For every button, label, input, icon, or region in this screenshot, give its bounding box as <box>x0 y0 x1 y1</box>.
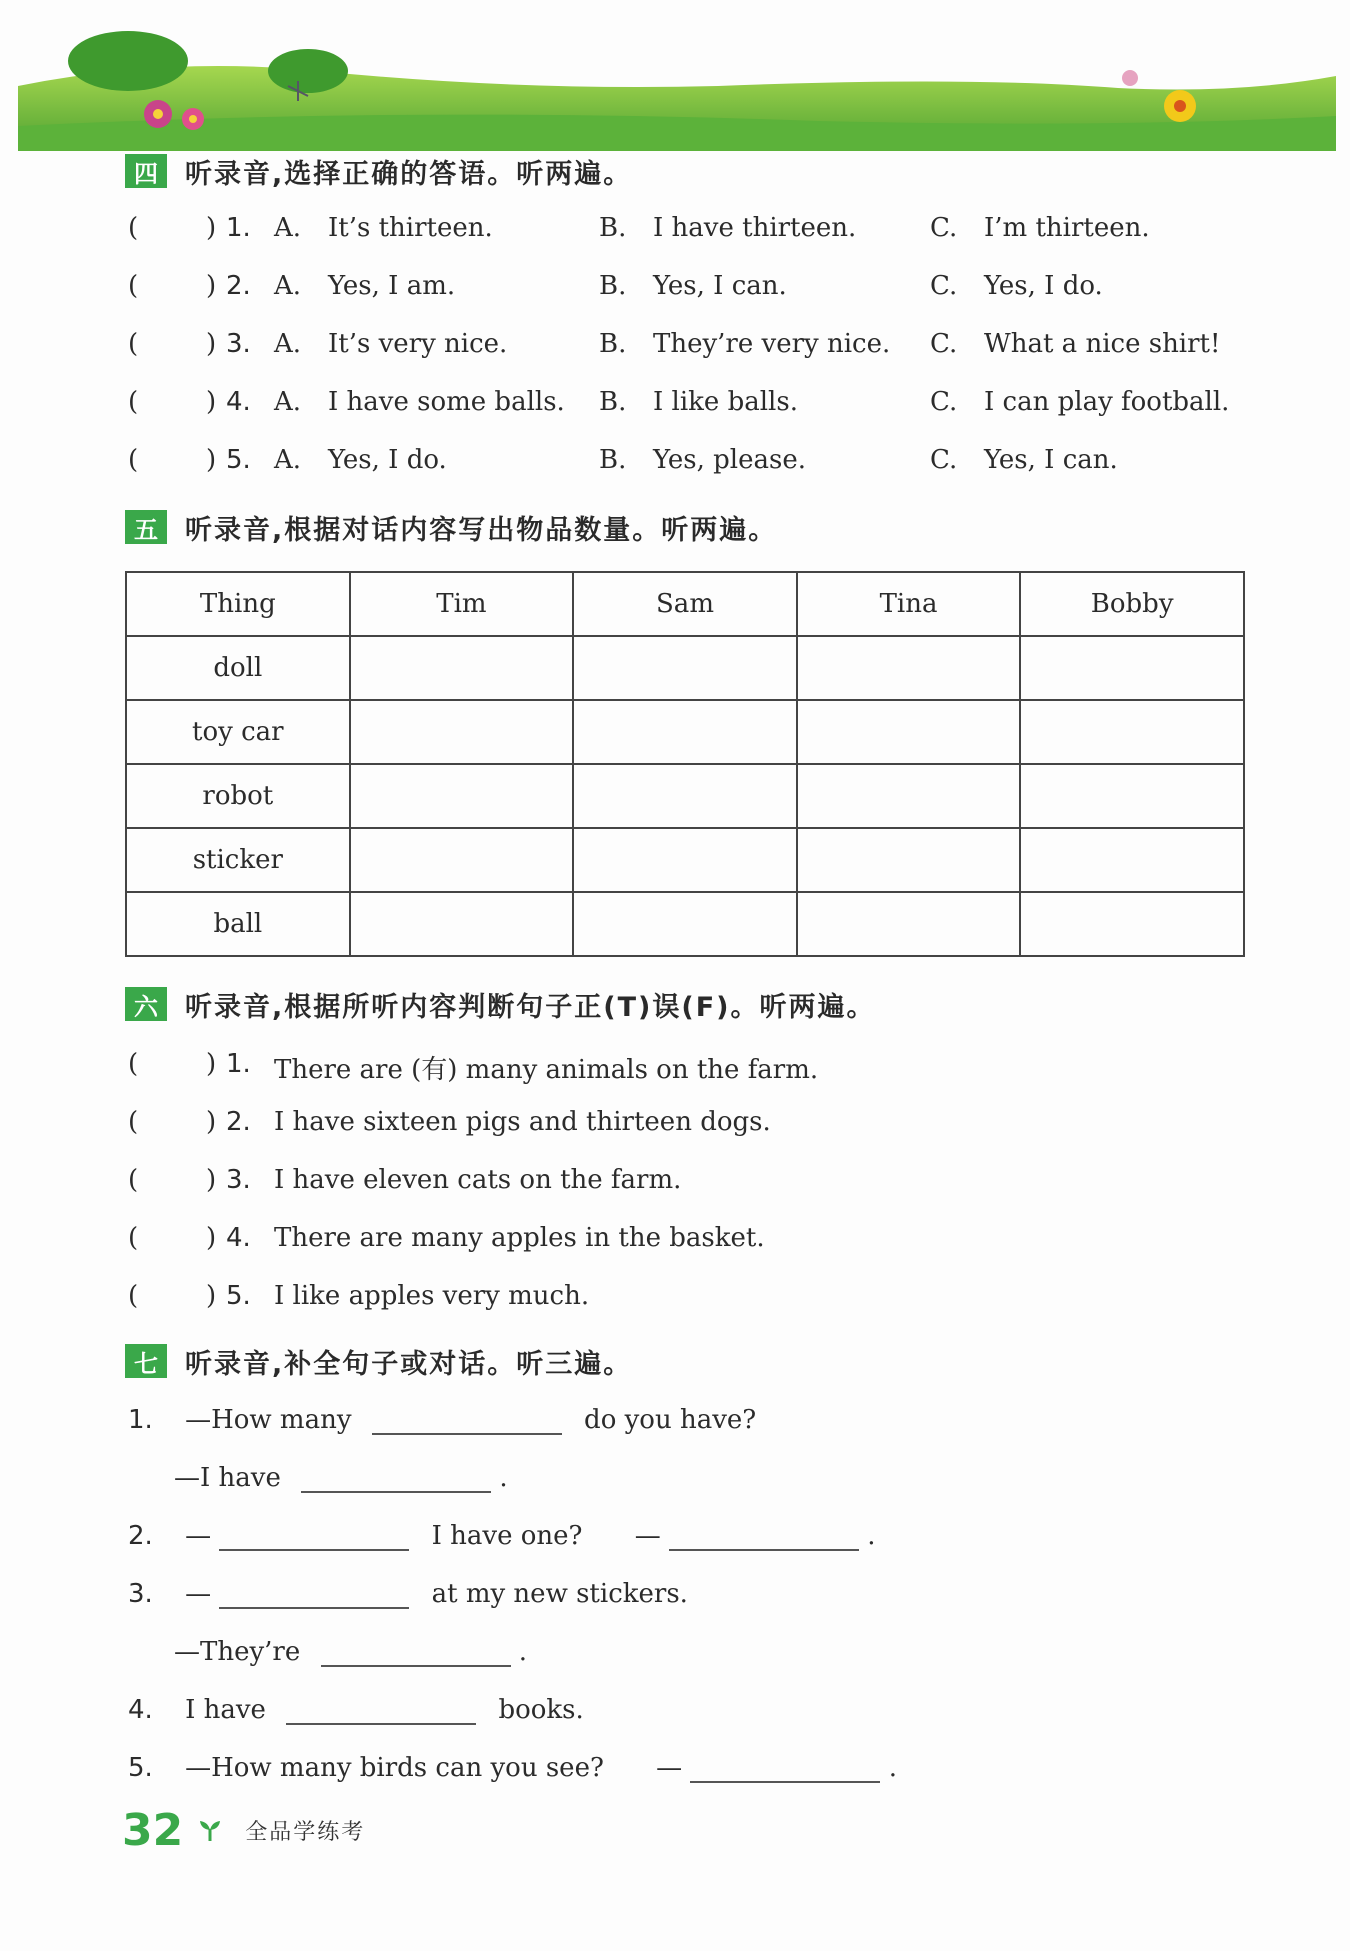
answer-cell[interactable] <box>797 828 1021 892</box>
option-a-letter: A. <box>274 387 302 417</box>
paren-left[interactable]: ( <box>128 213 139 243</box>
paren-right: ) <box>206 271 217 301</box>
thing-cell: ball <box>126 892 350 956</box>
question-number: 3. <box>226 329 251 359</box>
paren-left[interactable]: ( <box>128 1281 139 1311</box>
answer-cell[interactable] <box>797 636 1021 700</box>
question-number: 3. <box>226 1165 251 1195</box>
option-a-letter: A. <box>274 271 302 301</box>
section-badge: 五 <box>125 510 167 544</box>
table-header-row <box>126 572 1244 636</box>
option-c-letter: C. <box>930 387 958 417</box>
answer-blank[interactable] <box>321 1637 511 1667</box>
section-title: 听录音,选择正确的答语。听两遍。 <box>185 158 633 190</box>
table-header-cell: Thing <box>126 572 350 636</box>
option-c-text: I’m thirteen. <box>984 213 1150 243</box>
question-number: 1. <box>226 213 251 243</box>
option-b-text: I have thirteen. <box>653 213 857 243</box>
answer-blank[interactable] <box>219 1579 409 1609</box>
paren-left[interactable]: ( <box>128 1049 139 1079</box>
answer-cell[interactable] <box>1020 700 1244 764</box>
option-a-text: Yes, I am. <box>328 271 456 301</box>
question-number: 5. <box>226 1281 251 1311</box>
answer-cell[interactable] <box>573 636 797 700</box>
statement-text: There are (有) many animals on the farm. <box>274 1055 819 1085</box>
answer-cell[interactable] <box>797 764 1021 828</box>
paren-right: ) <box>206 329 217 359</box>
answer-cell[interactable] <box>797 892 1021 956</box>
table-row <box>126 636 1244 700</box>
section-4-heading <box>125 151 632 191</box>
page-footer <box>122 1800 365 1860</box>
question-text: — <box>185 1521 212 1551</box>
option-b-letter: B. <box>599 271 627 301</box>
question-number: 1. <box>128 1405 153 1435</box>
section-6-heading <box>125 984 875 1024</box>
option-c-letter: C. <box>930 445 958 475</box>
answer-cell[interactable] <box>350 892 574 956</box>
thing-cell: toy car <box>126 700 350 764</box>
option-c-letter: C. <box>930 213 958 243</box>
answer-blank[interactable] <box>219 1521 409 1551</box>
section-badge: 六 <box>125 987 167 1021</box>
option-a-text: It’s very nice. <box>328 329 508 359</box>
paren-right: ) <box>206 387 217 417</box>
answer-cell[interactable] <box>350 764 574 828</box>
answer-cell[interactable] <box>350 700 574 764</box>
paren-right: ) <box>206 213 217 243</box>
option-a-text: I have some balls. <box>328 387 565 417</box>
question-number: 4. <box>128 1695 153 1725</box>
table-header-cell: Tina <box>797 572 1021 636</box>
option-b-text: Yes, please. <box>653 445 807 475</box>
question-number: 3. <box>128 1579 153 1609</box>
paren-right: ) <box>206 1165 217 1195</box>
thing-cell: doll <box>126 636 350 700</box>
answer-cell[interactable] <box>1020 828 1244 892</box>
table-row <box>126 828 1244 892</box>
answer-blank[interactable] <box>301 1463 491 1493</box>
option-a-letter: A. <box>274 445 302 475</box>
fill-question-2 <box>128 1521 876 1561</box>
answer-cell[interactable] <box>350 828 574 892</box>
option-b-letter: B. <box>599 329 627 359</box>
paren-left[interactable]: ( <box>128 271 139 301</box>
answer-cell[interactable] <box>573 700 797 764</box>
question-text: —I have <box>174 1463 281 1493</box>
question-number: 4. <box>226 387 251 417</box>
paren-left[interactable]: ( <box>128 1223 139 1253</box>
answer-cell[interactable] <box>573 828 797 892</box>
question-number: 2. <box>128 1521 153 1551</box>
option-b-letter: B. <box>599 445 627 475</box>
option-b-text: They’re very nice. <box>653 329 891 359</box>
fill-question-4 <box>128 1695 584 1735</box>
fill-question-3-reply <box>174 1637 527 1677</box>
quantity-table <box>125 571 1245 957</box>
section-title: 听录音,补全句子或对话。听三遍。 <box>185 1348 633 1380</box>
paren-left[interactable]: ( <box>128 445 139 475</box>
option-c-text: Yes, I can. <box>984 445 1118 475</box>
question-text: . <box>867 1521 876 1551</box>
question-number: 5. <box>226 445 251 475</box>
paren-right: ) <box>206 1223 217 1253</box>
answer-cell[interactable] <box>1020 636 1244 700</box>
statement-text: There are many apples in the basket. <box>274 1223 765 1253</box>
thing-cell: sticker <box>126 828 350 892</box>
question-text: — <box>634 1521 661 1551</box>
option-b-letter: B. <box>599 213 627 243</box>
section-7-heading <box>125 1341 632 1381</box>
question-text: I have one? <box>431 1521 583 1551</box>
paren-right: ) <box>206 1281 217 1311</box>
statement-text: I have eleven cats on the farm. <box>274 1165 682 1195</box>
question-text: do you have? <box>584 1405 757 1435</box>
table-row <box>126 700 1244 764</box>
option-c-letter: C. <box>930 271 958 301</box>
question-number: 2. <box>226 1107 251 1137</box>
answer-cell[interactable] <box>350 636 574 700</box>
question-text: . <box>518 1637 528 1667</box>
section-5-heading <box>125 507 777 547</box>
answer-blank[interactable] <box>286 1695 476 1725</box>
option-a-letter: A. <box>274 213 302 243</box>
option-c-text: What a nice shirt! <box>984 329 1221 359</box>
question-text: —How many birds can you see? <box>185 1753 604 1783</box>
section-badge: 七 <box>125 1344 167 1378</box>
book-title: 全品学练考 <box>245 1819 366 1845</box>
question-number: 2. <box>226 271 251 301</box>
option-b-letter: B. <box>599 387 627 417</box>
answer-blank[interactable] <box>690 1753 880 1783</box>
section-title: 听录音,根据对话内容写出物品数量。听两遍。 <box>185 514 778 546</box>
fill-question-1-reply <box>174 1463 508 1503</box>
paren-left[interactable]: ( <box>128 387 139 417</box>
table-header-cell: Sam <box>573 572 797 636</box>
answer-cell[interactable] <box>1020 764 1244 828</box>
table-row <box>126 892 1244 956</box>
paren-left[interactable]: ( <box>128 1107 139 1137</box>
statement-text: I like apples very much. <box>274 1281 590 1311</box>
question-text: . <box>499 1463 508 1493</box>
grass-banner-illustration <box>18 16 1336 151</box>
paren-right: ) <box>206 1049 217 1079</box>
sprout-icon <box>197 1817 223 1843</box>
statement-text: I have sixteen pigs and thirteen dogs. <box>274 1107 771 1137</box>
answer-cell[interactable] <box>797 700 1021 764</box>
option-c-text: I can play football. <box>984 387 1230 417</box>
table-header-cell: Tim <box>350 572 574 636</box>
answer-cell[interactable] <box>573 764 797 828</box>
question-text: — <box>656 1753 683 1783</box>
option-b-text: Yes, I can. <box>653 271 787 301</box>
answer-blank[interactable] <box>372 1405 562 1435</box>
question-number: 4. <box>226 1223 251 1253</box>
table-header-cell: Bobby <box>1020 572 1244 636</box>
question-text: —How many <box>185 1405 352 1435</box>
paren-left[interactable]: ( <box>128 329 139 359</box>
paren-right: ) <box>206 445 217 475</box>
option-a-letter: A. <box>274 329 302 359</box>
question-text: I have <box>185 1695 266 1725</box>
fill-question-5 <box>128 1753 897 1793</box>
question-text: . <box>888 1753 897 1783</box>
option-c-text: Yes, I do. <box>984 271 1103 301</box>
option-a-text: It’s thirteen. <box>328 213 493 243</box>
question-text: books. <box>498 1695 584 1725</box>
answer-blank[interactable] <box>669 1521 859 1551</box>
question-text: — <box>185 1579 212 1609</box>
paren-left[interactable]: ( <box>128 1165 139 1195</box>
answer-cell[interactable] <box>573 892 797 956</box>
answer-cell[interactable] <box>1020 892 1244 956</box>
option-a-text: Yes, I do. <box>328 445 447 475</box>
thing-cell: robot <box>126 764 350 828</box>
question-text: at my new stickers. <box>431 1579 688 1609</box>
question-number: 5. <box>128 1753 153 1783</box>
section-badge: 四 <box>125 154 167 188</box>
page-number: 32 <box>122 1804 184 1856</box>
question-text: —They’re <box>174 1637 301 1667</box>
option-b-text: I like balls. <box>653 387 798 417</box>
fill-question-1 <box>128 1405 756 1445</box>
table-row <box>126 764 1244 828</box>
section-title: 听录音,根据所听内容判断句子正(T)误(F)。听两遍。 <box>185 991 876 1023</box>
paren-right: ) <box>206 1107 217 1137</box>
question-number: 1. <box>226 1049 251 1079</box>
option-c-letter: C. <box>930 329 958 359</box>
fill-question-3 <box>128 1579 688 1619</box>
